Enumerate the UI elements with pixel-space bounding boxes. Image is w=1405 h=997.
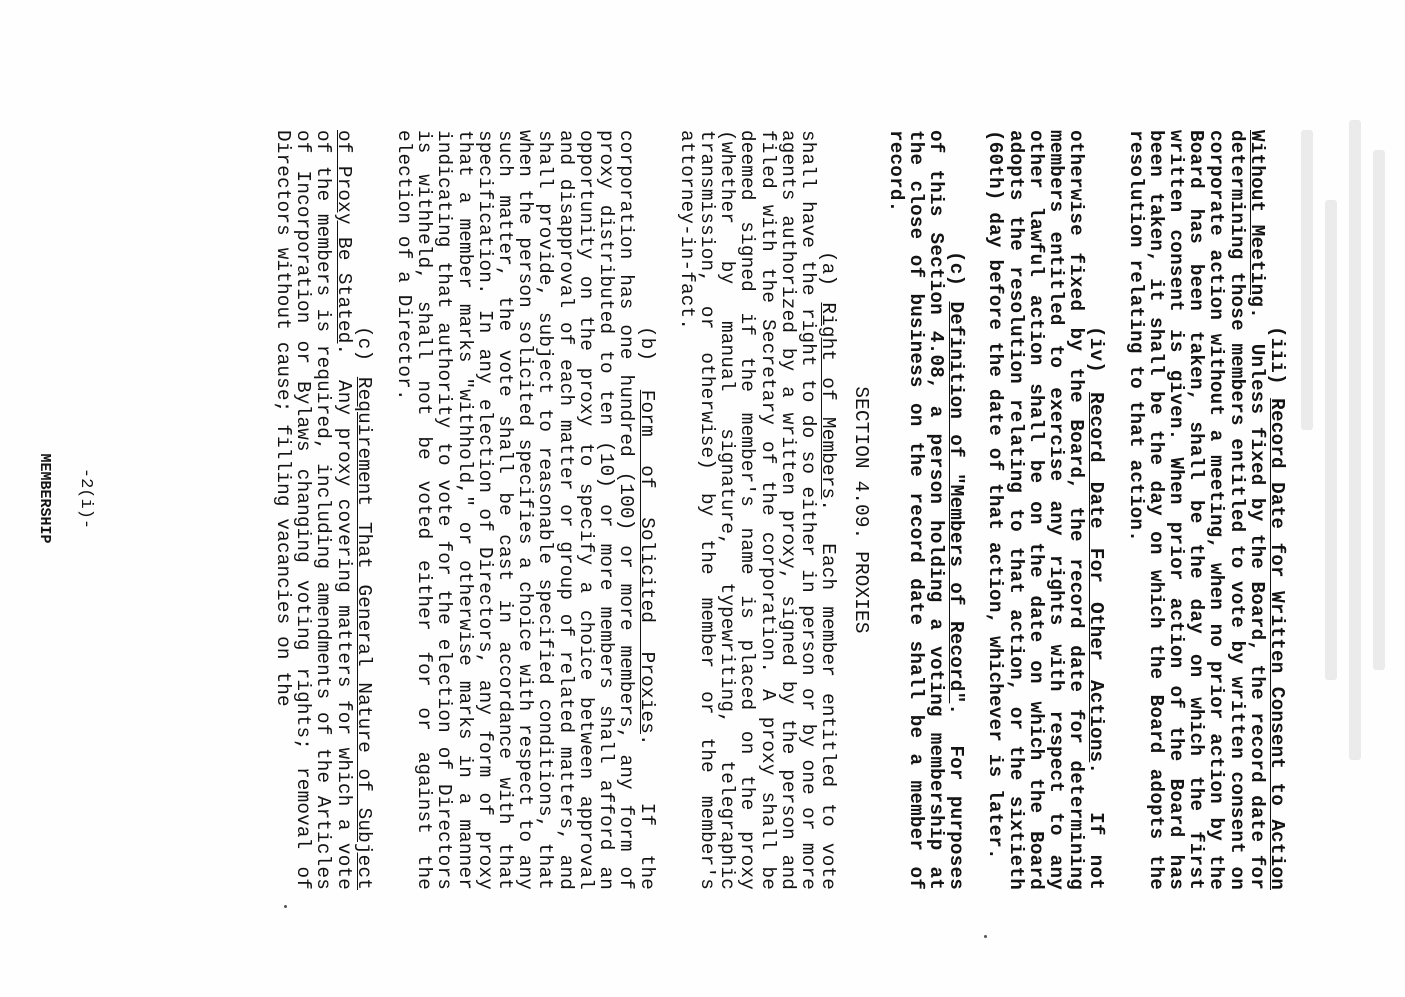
paragraph-body: Any proxy covering matters for which a vote of the members is required, including amendments of the Articles of Incorporation or Bylaws changing voting rights; removal of Directors without cause; filling vacancies on the bbox=[272, 130, 355, 891]
paragraph-marker: (b) bbox=[635, 326, 658, 362]
paragraph-marker: (iii) bbox=[1266, 326, 1288, 385]
paragraph-heading: Record Date for Written Consent to Action Without Meeting bbox=[1245, 130, 1288, 890]
paragraph-record-date-other-actions: (iv) Record Date For Other Actions. If not otherwise fixed by the Board, the record date for determining members entitled to exercise any rights with respect to any other lawful action shall be on the date on which the Board adopts the resolution relating to that action, or the sixtieth (60th) day before the date of that action, whichever is later. bbox=[984, 130, 1108, 890]
scan-speck bbox=[984, 935, 987, 938]
paragraph-record-date-written-consent: (iii) Record Date for Written Consent to Action Without Meeting. Unless fixed by the Board, the record date for determining those members entitled to vote by written consent on corporate action without a meeting, when no prior action by the Board has been taken, shall be the day on which the first written consent is given. When prior action of the Board has been taken, it shall be the day on which the Board adopts the resolution relating to that action. bbox=[1124, 130, 1288, 891]
paragraph-form-of-solicited-proxies: (b) Form of Solicited Proxies. If the corporation has one hundred (100) or more members, any form of proxy distributed to ten (10) or more members shall afford an opportunity on the proxy to specify a choice between approval and disapproval of each matter or group of related matters, and shall provide, subject to reasonable specified conditions, that when the person solicited specifies a choice with respect to any such matter, the vote shall be cast in accordance with that specification. In any election of Directors, any form of proxy that a member marks "withhold," or otherwise marks in a manner indicating that authority to vote for the election of Directors is withheld, shall not be voted either for or against the election of a Director. bbox=[393, 130, 658, 890]
paragraph-heading: Record Date For Other Actions bbox=[1085, 392, 1108, 763]
paragraph-heading: Requirement That General Nature of Subject of Proxy Be Stated bbox=[332, 130, 375, 890]
paragraph-general-nature-of-proxy: (c) Requirement That General Nature of Subject of Proxy Be Stated. Any proxy covering matters for which a vote of the members is required, including amendments of the Articles of Incorporation or Bylaws changing voting rights; removal of Directors without cause; filling vacancies on the bbox=[272, 130, 375, 891]
paragraph-body: For purposes of this Section 4.08, a person holding a voting membership at the close of business on the record date shall be a member of record. bbox=[884, 130, 968, 891]
page-number: -2(i)- bbox=[76, 467, 95, 530]
scan-speck bbox=[284, 905, 287, 908]
document-body bbox=[273, 130, 1287, 890]
paragraph-marker: (iv) bbox=[1085, 326, 1108, 374]
paragraph-body: Each member entitled to vote shall have the right to do so either in person or by one or more agents authorized by a written proxy, signed by the person and filed with the Secretary of the corporation. A proxy shall be deemed signed if the member's name is placed on the proxy (whether by manual signature, typewriting, telegraphic transmission, or otherwise) by the member or the member's attorney-in-fact. bbox=[675, 130, 840, 890]
paragraph-members-of-record: (c) Definition of "Members of Record". For purposes of this Section 4.08, a person holding a voting membership at the close of business on the record date shall be a member of record. bbox=[884, 130, 968, 891]
paragraph-heading: Right of Members bbox=[817, 302, 840, 500]
bleed-through-text bbox=[1285, 0, 1405, 997]
section-title: SECTION 4.09. PROXIES bbox=[850, 386, 873, 634]
paragraph-heading: Form of Solicited Proxies bbox=[635, 389, 658, 735]
paragraph-marker: (c) bbox=[945, 251, 968, 287]
paragraph-marker: (c) bbox=[352, 326, 375, 362]
paragraph-body: If not otherwise fixed by the Board, the record date for determining members entitled to exercise any rights with respect to any other lawful action shall be on the date on which the Board adopts the resolution relating to that action, or the sixtieth (60th) day before the date of that action, whichever is later. bbox=[984, 130, 1108, 890]
chapter-footer: MEMBERSHIP bbox=[36, 453, 53, 544]
paragraph-marker: (a) bbox=[817, 251, 840, 287]
paragraph-body: Unless fixed by the Board, the record date for determining those members entitled to vote by written consent on corporate action without a meeting, when no prior action by the Board has been taken, shall be the day on which the first written consent is given. When prior action of the Board has been taken, it shall be the day on which the Board adopts the resolution relating to that action. bbox=[1124, 130, 1268, 891]
paragraph-body: If the corporation has one hundred (100) or more members, any form of proxy distributed to ten (10) or more members shall afford an opportunity on the proxy to specify a choice between approval and disapproval of each matter or group of related matters, and shall provide, subject to reasonable specified conditions, that when the person solicited specifies a choice with respect to any such matter, the vote shall be cast in accordance with that specification. In any election of Directors, any form of proxy that a member marks "withhold," or otherwise marks in a manner indicating that authority to vote for the election of Directors is withheld, shall not be voted either for or against the election of a Director. bbox=[393, 130, 658, 890]
paragraph-right-of-members: (a) Right of Members. Each member entitled to vote shall have the right to do so either in person or by one or more agents authorized by a written proxy, signed by the person and filed with the Secretary of the corporation. A proxy shall be deemed signed if the member's name is placed on the proxy (whether by manual signature, typewriting, telegraphic transmission, or otherwise) by the member or the member's attorney-in-fact. bbox=[675, 130, 840, 890]
paragraph-heading: Definition of "Members of Record" bbox=[945, 301, 968, 704]
